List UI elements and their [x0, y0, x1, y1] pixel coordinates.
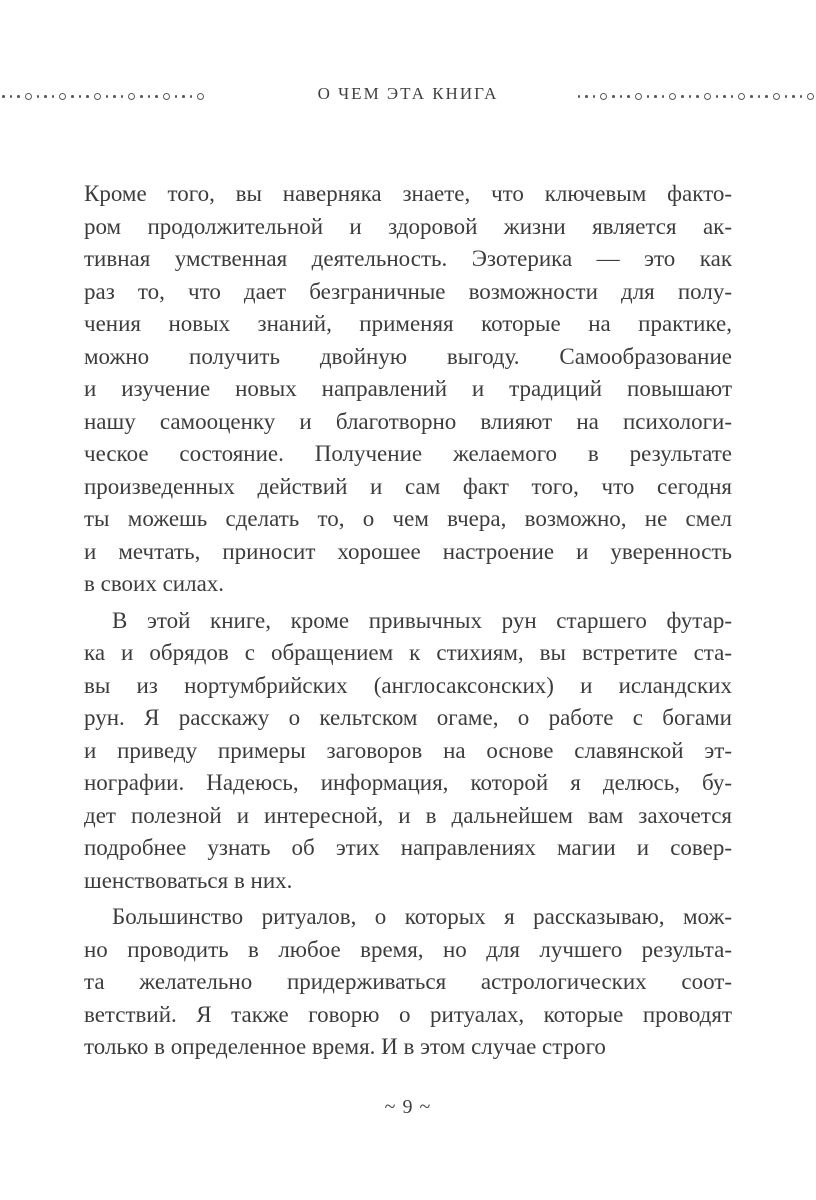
text-line: нашу самооценку и благотворно влияют на психологи- — [84, 408, 732, 434]
ornament-dot — [681, 95, 684, 98]
ornament-dot — [593, 95, 596, 98]
ornament-circle — [635, 93, 642, 100]
text-line: ка и обрядов с обращением к стихиям, вы встретите ста- — [84, 640, 732, 665]
ornament-dot — [716, 95, 719, 98]
text-line: и изучение новых направлений и традиций повышают — [84, 376, 732, 401]
text-line: дет полезной и интересной, и в дальнейшем вам захочется — [84, 802, 732, 828]
text-line: можно получить двойную выгоду. Самообразование — [84, 343, 732, 369]
text-line: Большинство ритуалов, о которых я рассказываю, мож- — [112, 904, 732, 929]
ornament-dot — [627, 95, 630, 98]
paragraph — [84, 901, 732, 1064]
ornament-dot — [723, 95, 726, 98]
dotted-ornament-right-icon — [578, 93, 815, 100]
text-line: шенствоваться в них. — [84, 867, 293, 893]
ornament-dot — [578, 95, 581, 98]
paragraph — [84, 178, 732, 601]
text-line: рун. Я расскажу о кельтском огаме, о работе с богами — [84, 705, 732, 730]
page-header — [0, 84, 816, 106]
ornament-dot — [647, 95, 650, 98]
ornament-circle — [738, 93, 745, 100]
ornament-dot — [731, 95, 734, 98]
ornament-dot — [758, 95, 761, 98]
text-line: в своих силах. — [84, 571, 225, 596]
text-line: ческое состояние. Получение желаемого в результате — [84, 441, 732, 466]
ornament-circle — [773, 93, 780, 100]
ornament-dot — [612, 95, 615, 98]
text-line: подробнее узнать об этих направлениях магии и совер- — [84, 835, 732, 860]
text-line: раз то, что дает безграничные возможности для полу- — [84, 278, 732, 304]
ornament-circle — [704, 93, 711, 100]
text-line: В этой книге, кроме привычных рун старшего футар- — [112, 607, 732, 633]
text-line: но проводить в любое время, но для лучшего результа- — [84, 936, 732, 962]
text-line: ты можешь сделать то, о чем вчера, возможно, не смел — [84, 506, 732, 531]
ornament-dot — [662, 95, 665, 98]
ornament-dot — [585, 95, 588, 98]
page-number: ~ 9 ~ — [384, 1096, 432, 1118]
ornament-dot — [792, 95, 795, 98]
text-line: только в определенное время. И в этом случае строго — [84, 1034, 606, 1059]
text-line: Кроме того, вы наверняка знаете, что ключевым факто- — [84, 181, 732, 206]
ornament-circle — [669, 93, 676, 100]
text-line: и приведу примеры заговоров на основе славянской эт- — [84, 737, 732, 763]
ornament-circle — [600, 93, 607, 100]
ornament-dot — [654, 95, 657, 98]
text-line: нографии. Надеюсь, информация, которой я делюсь, бу- — [84, 770, 732, 795]
text-line: и мечтать, приносит хорошее настроение и уверенность — [84, 538, 732, 564]
text-line: тивная умственная деятельность. Эзотерика — это как — [84, 246, 732, 271]
ornament-dot — [785, 95, 788, 98]
text-line: ром продолжительной и здоровой жизни является ак- — [84, 213, 732, 239]
ornament-dot — [765, 95, 768, 98]
ornament-dot — [620, 95, 623, 98]
ornament-dot — [696, 95, 699, 98]
text-line: чения новых знаний, применяя которые на практике, — [84, 311, 732, 336]
ornament-circle — [807, 93, 814, 100]
ornament-dot — [750, 95, 753, 98]
ornament-dot — [800, 95, 803, 98]
chapter-title: О ЧЕМ ЭТА КНИГА — [317, 84, 499, 103]
body-text — [84, 178, 732, 1068]
ornament-dot — [689, 95, 692, 98]
text-line: та желательно придерживаться астрологических соот- — [84, 969, 732, 994]
text-line: вы из нортумбрийских (англосаксонских) и исландских — [84, 672, 732, 698]
text-line: произведенных действий и сам факт того, что сегодня — [84, 473, 732, 499]
paragraph — [84, 605, 732, 898]
text-line: ветствий. Я также говорю о ритуалах, которые проводят — [84, 1001, 732, 1027]
